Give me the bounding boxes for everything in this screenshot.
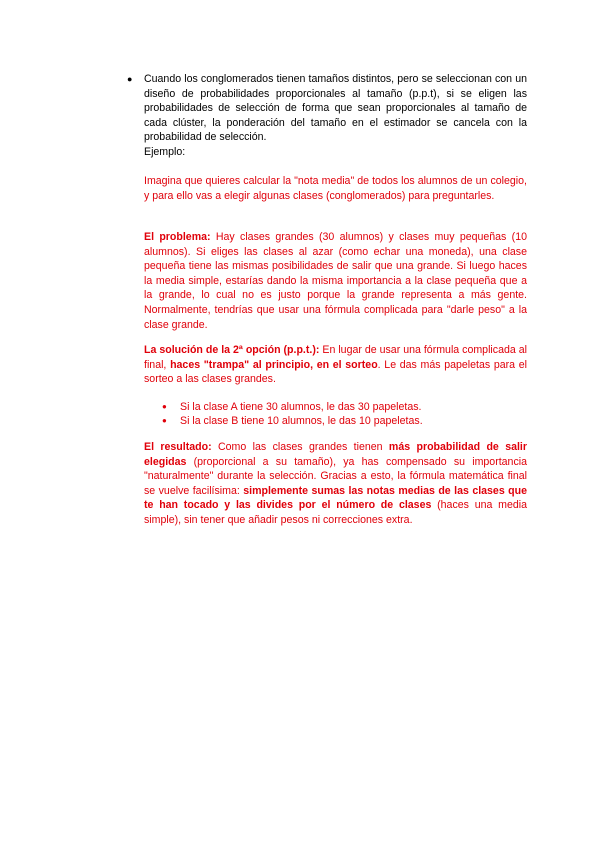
sub-bullet-text: Si la clase B tiene 10 alumnos, le das 10 papeletas. <box>180 415 423 427</box>
problem-text: Hay clases grandes (30 alumnos) y clases muy pequeñas (10 alumnos). Si eliges las clases al azar (como echar una moneda), una clase pequeña tiene las mismas posibilidades de salir que una grande. Si luego haces la media simple, estarías dando la misma importancia a la clase pequeña que a la grande, lo cual no es justo porque la grande representa a más gente. Normalmente, tendrías que usar una fórmula complicada para "darle peso" a la clase grande. <box>144 231 527 331</box>
problem-label: El problema: <box>144 231 211 243</box>
result-bold-2: simplemente sumas las notas medias de las clases que te han tocado y las divides por el número de clases <box>144 484 528 512</box>
sub-bullet-text: Si la clase A tiene 30 alumnos, le das 30 papeletas. <box>180 401 422 413</box>
result-text-3: (haces una media simple), sin tener que añadir pesos ni correcciones extra. <box>144 499 528 526</box>
bullet-point: ● <box>162 402 167 411</box>
bullet-point: ● <box>162 416 167 425</box>
solution-paragraph <box>144 343 527 387</box>
result-label: El resultado: <box>144 441 212 453</box>
result-bold-1: más probabilidad de salir elegidas <box>144 441 527 468</box>
result-text-2: (proporcional a su tamaño), ya has compensado su importancia "naturalmente" durante la selección. Gracias a esto, la fórmula matemática final se vuelve facilísima: <box>144 455 527 497</box>
example-label: Ejemplo: <box>144 146 186 158</box>
solution-bold: haces "trampa" al principio, en el sorteo <box>170 358 378 371</box>
solution-label: La solución de la 2ª opción (p.p.t.): <box>144 344 320 356</box>
solution-text-1: En lugar de usar una fórmula complicada al final, <box>144 344 527 371</box>
intro-paragraph: Cuando los conglomerados tienen tamaños distintos, pero se seleccionan con un diseño de probabilidades proporcionales al tamaño (p.p.t), si se eligen las probabilidades de selección de forma que sean proporcionales al tamaño de cada clúster, la ponderación del tamaño en el estimador se cancela con la probabilidad de selección. <box>144 73 527 144</box>
bullet-point: ● <box>127 74 133 84</box>
problem-paragraph <box>144 230 527 332</box>
example-intro-paragraph: Imagina que quieres calcular la "nota media" de todos los alumnos de un colegio, y para ello vas a elegir algunas clases (conglomerados) para preguntarles. <box>144 175 527 202</box>
result-paragraph <box>144 440 527 528</box>
solution-text-2: . Le das más papeletas para el sorteo a las clases grandes. <box>144 358 527 386</box>
result-text-1: Como las clases grandes tienen <box>211 441 389 453</box>
